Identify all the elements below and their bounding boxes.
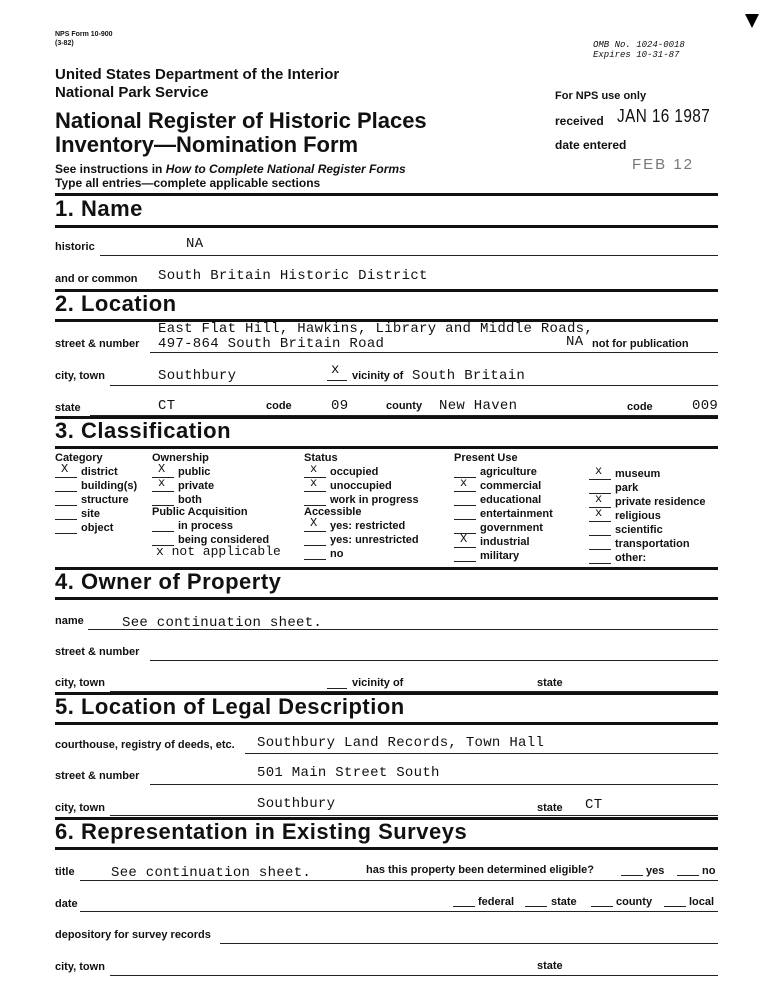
ownership-option-label: private <box>178 480 215 492</box>
category-option-label: structure <box>81 494 129 506</box>
present-use-option-label: private residence <box>615 496 706 508</box>
ownership-option[interactable] <box>152 464 281 478</box>
accessible-option[interactable] <box>304 518 419 532</box>
owner-vicinity-blank <box>327 688 347 689</box>
accessible-option-label: no <box>330 548 344 560</box>
vicinity-value: South Britain <box>412 368 526 384</box>
depository-label: depository for survey records <box>55 929 211 941</box>
state-code-value: 09 <box>331 398 349 414</box>
acquisition-option-label: in process <box>178 520 234 532</box>
present-use-checkbox[interactable] <box>589 538 611 550</box>
legal-state-value: CT <box>585 797 603 813</box>
status-check-mark: x <box>310 462 318 476</box>
form-date: (3-82) <box>55 40 74 47</box>
present-use-option-label: religious <box>615 510 661 522</box>
present-use-checkbox[interactable] <box>454 550 476 562</box>
present-use-heading: Present Use <box>454 452 518 464</box>
category-checkbox[interactable] <box>55 494 77 506</box>
status-column <box>304 452 419 560</box>
status-option[interactable] <box>304 478 419 492</box>
category-heading: Category <box>55 452 103 464</box>
category-option[interactable] <box>55 464 137 478</box>
legal-state-label: state <box>537 802 563 814</box>
present-use-options-1 <box>454 464 553 562</box>
owner-name-label: name <box>55 615 84 627</box>
county-option-label: county <box>616 896 653 908</box>
accessible-option[interactable] <box>304 532 419 546</box>
ownership-option-label: both <box>178 494 202 506</box>
section-1-heading: 1. Name <box>55 196 143 221</box>
present-use-option-label: entertainment <box>480 508 553 520</box>
eligible-no-label: no <box>702 865 716 877</box>
acquisition-options <box>152 518 281 546</box>
present-use-option[interactable] <box>589 536 706 550</box>
section-4-rule <box>55 597 718 600</box>
courthouse-value: Southbury Land Records, Town Hall <box>257 735 545 751</box>
status-option[interactable] <box>304 492 419 506</box>
historic-line <box>100 255 718 256</box>
county-code-label: code <box>627 401 653 413</box>
local-option-label: local <box>689 896 715 908</box>
present-use-option[interactable] <box>589 466 706 480</box>
accessible-checkbox[interactable] <box>304 548 326 560</box>
present-use-option[interactable] <box>454 492 553 506</box>
common-name-label: and or common <box>55 273 138 285</box>
accessible-option-label: yes: unrestricted <box>330 534 419 546</box>
ownership-options <box>152 464 281 506</box>
accessible-option[interactable] <box>304 546 419 560</box>
present-use-option-label: agriculture <box>480 466 537 478</box>
present-use-check-mark: x <box>460 476 468 490</box>
accessible-checkbox[interactable] <box>304 516 326 532</box>
accessible-checkbox[interactable] <box>304 534 326 546</box>
survey-state-label: state <box>537 960 563 972</box>
owner-state-label: state <box>537 677 563 689</box>
survey-date-label: date <box>55 898 78 910</box>
category-option[interactable] <box>55 478 137 492</box>
state-blank <box>525 906 547 907</box>
present-use-option-label: other: <box>615 552 647 564</box>
ownership-check-mark: x <box>158 476 166 490</box>
present-use-checkbox[interactable] <box>589 506 611 522</box>
omb-expires: Expires 10-31-87 <box>593 50 680 60</box>
status-options <box>304 464 419 506</box>
county-code-value: 009 <box>692 398 719 414</box>
present-use-check-mark: x <box>595 506 603 520</box>
survey-title-value: See continuation sheet. <box>111 865 312 881</box>
present-use-option-label: commercial <box>480 480 542 492</box>
legal-city-line <box>110 815 718 816</box>
instructions-line2: Type all entries—complete applicable sections <box>55 176 321 190</box>
ownership-checkbox[interactable] <box>152 494 174 506</box>
category-option-label: object <box>81 522 114 534</box>
present-use-checkbox[interactable] <box>589 464 611 480</box>
ownership-heading: Ownership <box>152 452 209 464</box>
ownership-option-label: public <box>178 466 211 478</box>
common-name-value: South Britain Historic District <box>158 268 428 284</box>
status-option-label: occupied <box>330 466 379 478</box>
historic-label: historic <box>55 241 95 253</box>
acquisition-option-label: being considered <box>178 534 270 546</box>
local-blank <box>664 906 686 907</box>
federal-label: federal <box>478 896 515 908</box>
category-option[interactable] <box>55 492 137 506</box>
section-4-heading: 4. Owner of Property <box>55 569 282 594</box>
accessible-options <box>304 518 419 560</box>
present-use-option-label: transportation <box>615 538 690 550</box>
owner-street-line <box>150 660 718 661</box>
header-divider <box>55 193 718 196</box>
category-checkbox[interactable] <box>55 508 77 520</box>
eligible-no-blank <box>677 875 699 876</box>
present-use-checkbox[interactable] <box>454 494 476 506</box>
status-check-mark: x <box>310 476 318 490</box>
owner-name-value: See continuation sheet. <box>122 615 323 631</box>
eligible-yes-blank <box>621 875 643 876</box>
status-checkbox[interactable] <box>304 494 326 506</box>
department-name: United States Department of the Interior <box>55 66 340 83</box>
depository-line <box>220 943 718 944</box>
instructions-text: See instructions in <box>55 162 166 176</box>
survey-date-line <box>80 911 718 912</box>
federal-blank <box>453 906 475 907</box>
present-use-option-label: educational <box>480 494 542 506</box>
category-option[interactable] <box>55 506 137 520</box>
corner-triangle-mark <box>745 14 759 28</box>
present-use-option-label: scientific <box>615 524 663 536</box>
owner-street-label: street & number <box>55 646 140 658</box>
not-for-publication-mark: NA <box>566 334 584 350</box>
street-value-line2: 497-864 South Britain Road <box>158 336 385 352</box>
ownership-option[interactable] <box>152 492 281 506</box>
category-checkbox[interactable] <box>55 522 77 534</box>
date-entered-stamp: FEB 12 <box>632 156 695 173</box>
street-value-line1: East Flat Hill, Hawkins, Library and Middle Roads, <box>158 321 594 337</box>
present-use-column-2 <box>589 466 706 564</box>
status-option[interactable] <box>304 464 419 478</box>
legal-street-label: street & number <box>55 770 140 782</box>
section-2-heading: 2. Location <box>55 291 177 316</box>
survey-city-label: city, town <box>55 961 105 973</box>
acquisition-heading: Public Acquisition <box>152 506 248 518</box>
location-state-value: CT <box>158 398 176 414</box>
category-checkbox[interactable] <box>55 480 77 492</box>
status-heading: Status <box>304 452 338 464</box>
present-use-option-label: government <box>480 522 543 534</box>
location-city-value: Southbury <box>158 368 237 384</box>
present-use-option[interactable] <box>589 522 706 536</box>
county-value: New Haven <box>439 398 518 414</box>
category-options <box>55 464 137 534</box>
present-use-option[interactable] <box>589 480 706 494</box>
category-option[interactable] <box>55 520 137 534</box>
present-use-option[interactable] <box>589 550 706 564</box>
owner-vicinity-label: vicinity of <box>352 677 404 689</box>
present-use-option[interactable] <box>589 494 706 508</box>
courthouse-line <box>245 753 718 754</box>
present-use-option[interactable] <box>454 506 553 520</box>
accessible-check-mark: X <box>310 516 318 530</box>
location-city-line <box>110 385 718 386</box>
received-stamp: JAN 16 1987 <box>617 106 711 126</box>
present-use-option[interactable] <box>454 478 553 492</box>
accessible-heading: Accessible <box>304 506 362 518</box>
location-state-label: state <box>55 402 81 414</box>
vicinity-label: vicinity of <box>352 370 404 382</box>
received-label: received <box>555 114 604 128</box>
status-option-label: work in progress <box>330 494 419 506</box>
present-use-checkbox[interactable] <box>454 476 476 492</box>
owner-name-line <box>88 629 718 630</box>
category-option-label: site <box>81 508 100 520</box>
location-street-label: street & number <box>55 338 140 350</box>
eligible-yes-label: yes <box>646 865 665 877</box>
county-blank <box>591 906 613 907</box>
present-use-option[interactable] <box>454 548 553 562</box>
present-use-check-mark: X <box>460 532 468 546</box>
present-use-option[interactable] <box>589 508 706 522</box>
location-city-label: city, town <box>55 370 105 382</box>
section-6-rule <box>55 847 718 850</box>
acquisition-checkbox[interactable] <box>152 534 174 546</box>
not-for-publication-label: not for publication <box>592 338 689 350</box>
present-use-options-2 <box>589 466 706 564</box>
form-title-line1: National Register of Historic Places <box>55 108 427 133</box>
section-5-rule <box>55 722 718 725</box>
instructions-line1 <box>55 162 406 176</box>
present-use-checkbox[interactable] <box>454 508 476 520</box>
section-1-rule <box>55 225 718 228</box>
location-street-line <box>150 352 718 353</box>
present-use-checkbox[interactable] <box>589 524 611 536</box>
present-use-option-label: military <box>480 550 520 562</box>
present-use-option-label: industrial <box>480 536 530 548</box>
section-6-heading: 6. Representation in Existing Surveys <box>55 819 468 844</box>
state-code-label: code <box>266 400 292 412</box>
section-3-rule <box>55 446 718 449</box>
instructions-title: How to Complete National Register Forms <box>165 162 406 176</box>
present-use-column-1 <box>454 452 553 562</box>
category-option-label: district <box>81 466 118 478</box>
category-check-mark: X <box>61 462 69 476</box>
survey-title-line <box>80 880 718 881</box>
acquisition-option[interactable] <box>152 518 281 532</box>
legal-city-label: city, town <box>55 802 105 814</box>
present-use-option[interactable] <box>454 534 553 548</box>
survey-city-line <box>110 975 718 976</box>
owner-city-label: city, town <box>55 677 105 689</box>
service-name: National Park Service <box>55 84 209 101</box>
ownership-checkbox[interactable] <box>152 476 174 492</box>
present-use-check-mark: x <box>595 492 603 506</box>
county-label: county <box>386 400 423 412</box>
status-checkbox[interactable] <box>304 476 326 492</box>
survey-title-label: title <box>55 866 75 878</box>
form-title-line2: Inventory—Nomination Form <box>55 132 359 157</box>
eligible-question: has this property been determined eligible? <box>366 864 594 876</box>
ownership-option[interactable] <box>152 478 281 492</box>
present-use-option-label: museum <box>615 468 661 480</box>
historic-value: NA <box>186 236 204 252</box>
present-use-option[interactable] <box>454 464 553 478</box>
present-use-checkbox[interactable] <box>589 552 611 564</box>
category-option-label: building(s) <box>81 480 138 492</box>
category-checkbox[interactable] <box>55 462 77 478</box>
status-option-label: unoccupied <box>330 480 392 492</box>
not-applicable-note: x not applicable <box>156 544 281 559</box>
accessible-option-label: yes: restricted <box>330 520 406 532</box>
present-use-option[interactable] <box>454 520 553 534</box>
legal-city-value: Southbury <box>257 796 336 812</box>
present-use-check-mark: x <box>595 464 603 478</box>
section-5-heading: 5. Location of Legal Description <box>55 694 405 719</box>
category-column <box>55 452 137 534</box>
courthouse-label: courthouse, registry of deeds, etc. <box>55 739 235 751</box>
vicinity-mark: x <box>331 362 340 378</box>
acquisition-checkbox[interactable] <box>152 520 174 532</box>
ownership-check-mark: X <box>158 462 166 476</box>
vicinity-blank <box>327 380 347 381</box>
present-use-option-label: park <box>615 482 639 494</box>
date-entered-label: date entered <box>555 138 627 152</box>
form-number: NPS Form 10-900 <box>55 31 113 38</box>
ownership-column <box>152 452 281 559</box>
nps-use-only-label: For NPS use only <box>555 90 647 102</box>
legal-street-line <box>150 784 718 785</box>
present-use-checkbox[interactable] <box>454 532 476 548</box>
omb-number: OMB No. 1024-0018 <box>593 40 685 50</box>
section-3-heading: 3. Classification <box>55 418 232 443</box>
legal-street-value: 501 Main Street South <box>257 765 440 781</box>
state-option-label: state <box>551 896 577 908</box>
